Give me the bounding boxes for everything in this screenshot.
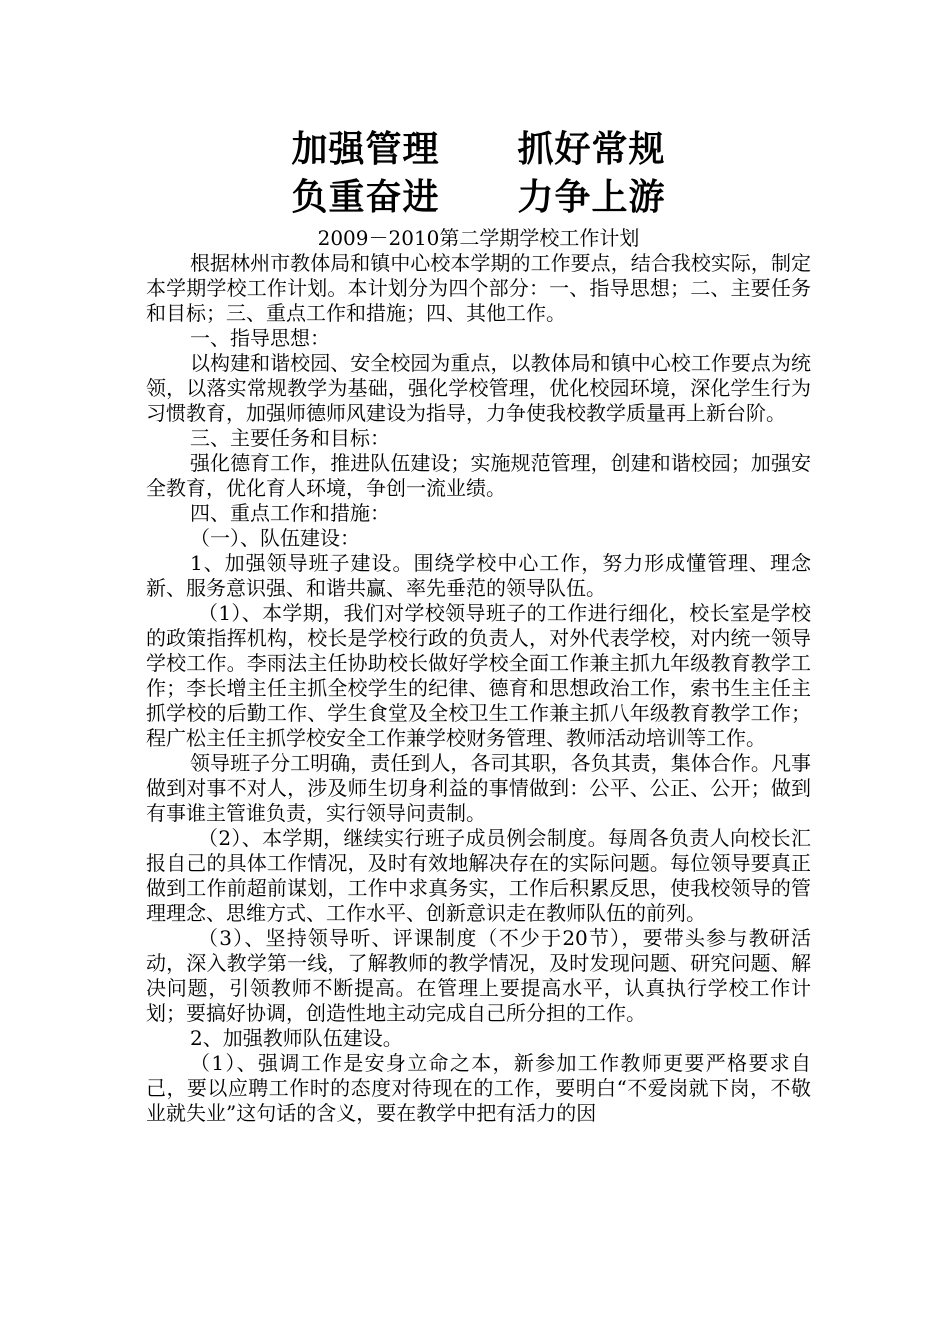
body-paragraph: （一）、队伍建设： [190, 526, 360, 550]
document-page [146, 126, 811, 1126]
title-line-2-left: 负重奋进 [291, 177, 440, 218]
body-paragraph: 强化德育工作，推进队伍建设；实施规范管理，创建和谐校园；加强安全教育，优化育人环境，争创一流业绩。 [146, 451, 811, 500]
body-paragraph: 一、指导思想： [190, 326, 330, 350]
title-line-2-right: 力争上游 [517, 177, 666, 218]
body-paragraph: （2）、本学期，继续实行班子成员例会制度。每周各负责人向校长汇报自己的具体工作情况，及时有效地解决存在的实际问题。每位领导要真正做到工作前超前谋划，工作中求真务实，工作后积累反思，使我校领导的管理理念、思维方式、工作水平、创新意识走在教师队伍的前列。 [146, 826, 811, 925]
body-paragraph: 领导班子分工明确，责任到人，各司其职，各负其责，集体合作。凡事做到对事不对人，涉及师生切身利益的事情做到：公平、公正、公开；做到有事谁主管谁负责，实行领导问责制。 [146, 751, 811, 825]
body-paragraph: 四、重点工作和措施： [190, 501, 390, 525]
title-line-1-right: 抓好常规 [517, 129, 666, 170]
document-title-line-1 [146, 126, 811, 174]
body-paragraph: 2、加强教师队伍建设。 [190, 1026, 403, 1050]
body-paragraph: 以构建和谐校园、安全校园为重点，以教体局和镇中心校工作要点为统领，以落实常规教学为基础，强化学校管理，优化校园环境，深化学生行为习惯教育，加强师德师风建设为指导，力争使我校教学质量再上新台阶。 [146, 351, 811, 425]
body-paragraph: 三、主要任务和目标： [190, 426, 390, 450]
body-paragraph: （1）、强调工作是安身立命之本，新参加工作教师更要严格要求自己，要以应聘工作时的态度对待现在的工作，要明白“不爱岗就下岗，不敬业就失业”这句话的含义，要在教学中把有活力的因 [146, 1051, 811, 1125]
body-paragraph: 1、加强领导班子建设。围绕学校中心工作，努力形成懂管理、理念新、服务意识强、和谐共赢、率先垂范的领导队伍。 [146, 551, 811, 600]
body-paragraph: （1）、本学期，我们对学校领导班子的工作进行细化，校长室是学校的政策指挥机构，校长是学校行政的负责人，对外代表学校，对内统一领导学校工作。李雨法主任协助校长做好学校全面工作兼主抓九年级教育教学工作；李长增主任主抓全校学生的纪律、德育和思想政治工作，索书生主任主抓学校的后勤工作、学生食堂及全校卫生工作兼主抓八年级教育教学工作；程广松主任主抓学校安全工作兼学校财务管理、教师活动培训等工作。 [146, 601, 811, 750]
document-title-line-2 [146, 174, 811, 222]
body-paragraph: 根据林州市教体局和镇中心校本学期的工作要点，结合我校实际，制定本学期学校工作计划。本计划分为四个部分：一、指导思想；二、主要任务和目标；三、重点工作和措施；四、其他工作。 [146, 251, 811, 325]
document-subtitle: 2009－2010第二学期学校工作计划 [317, 226, 640, 250]
body-paragraph: （3）、坚持领导听、评课制度（不少于20节），要带头参与教研活动，深入教学第一线，了解教师的教学情况，及时发现问题、研究问题、解决问题，引领教师不断提高。在管理上要提高水平，认真执行学校工作计划；要搞好协调，创造性地主动完成自己所分担的工作。 [146, 926, 811, 1025]
title-line-1-left: 加强管理 [291, 129, 440, 170]
document-body [146, 251, 811, 1126]
